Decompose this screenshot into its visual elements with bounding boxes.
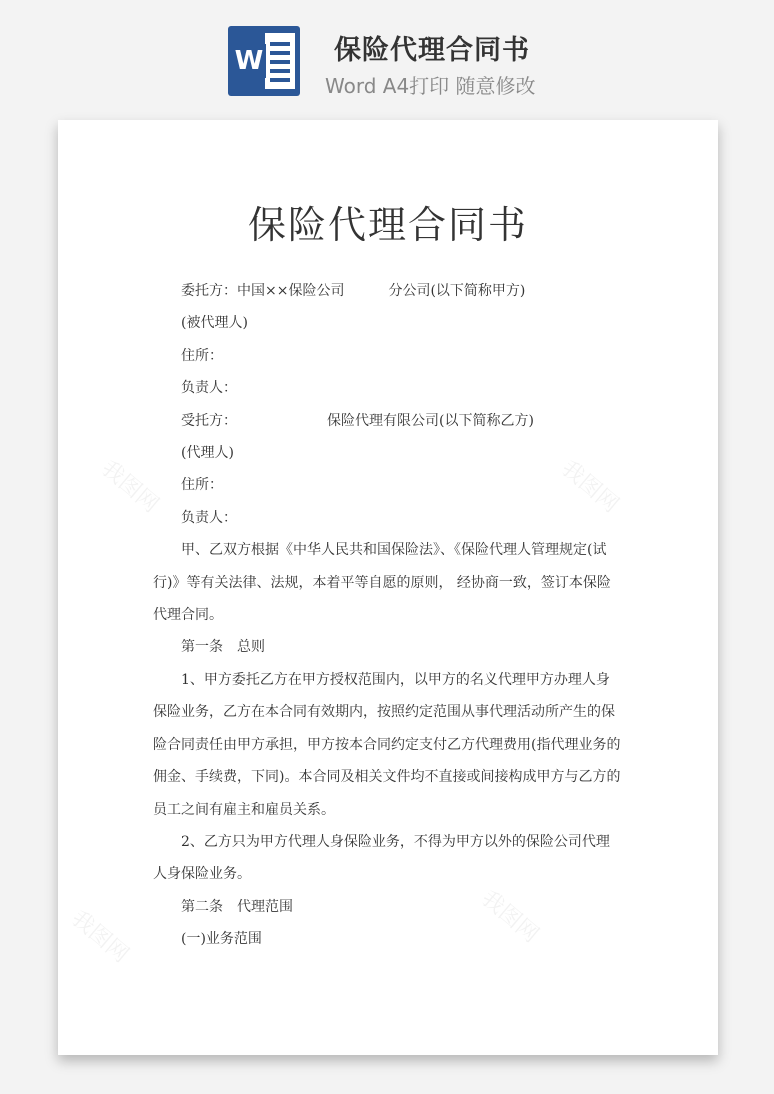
- watermark: 我图网: [66, 906, 134, 968]
- clause-1-2: 2、乙方只为甲方代理人身保险业务，不得为甲方以外的保险公司代理人身保险业务。: [153, 833, 610, 883]
- principal-suffix: 分公司(以下简称甲方): [388, 283, 526, 299]
- agent-label: 受托方：: [181, 412, 237, 429]
- clause-1-1: 1、甲方委托乙方在甲方授权范围内，以甲方的名义代理甲方办理人身保险业务，乙方在本合同有效期内，按照约定范围从事代理活动所产生的保险合同责任由甲方承担，甲方按本合同约定支付乙方代理费用(指代理业务的佣金、手续费，下同)。本合同及相关文件均不直接或间接构成甲方与乙方的员工之间有雇主和雇员关系。: [153, 671, 621, 818]
- watermark: 我图网: [556, 456, 624, 518]
- document-page: [58, 120, 718, 1055]
- agent-address: 住所：: [181, 477, 223, 494]
- word-icon: [228, 26, 300, 96]
- principal-label: 委托方：中国××保险公司: [181, 283, 345, 299]
- document-title: 保险代理合同书: [247, 203, 528, 247]
- preamble-paragraph: 甲、乙双方根据《中华人民共和国保险法》、《保险代理人管理规定(试行)》等有关法律、法规，本着平等自愿的原则， 经协商一致，签订本保险代理合同。: [153, 542, 611, 624]
- banner-title: 保险代理合同书: [334, 35, 530, 66]
- document-lines-icon: [265, 33, 295, 89]
- agent-line: [153, 405, 623, 437]
- principal-line: [153, 275, 623, 307]
- word-letter: W: [232, 44, 266, 78]
- principal-responsible: 负责人：: [181, 380, 237, 397]
- agent-role: (代理人): [181, 445, 234, 462]
- document-body: [153, 275, 623, 956]
- article-2-heading: 第二条 代理范围: [181, 898, 293, 915]
- article-1-heading: 第一条 总则: [181, 639, 265, 656]
- principal-role: (被代理人): [181, 315, 248, 332]
- scope-1-heading: (一)业务范围: [181, 931, 262, 948]
- watermark: 我图网: [96, 456, 164, 518]
- principal-address: 住所：: [181, 347, 223, 364]
- agent-suffix: 保险代理有限公司(以下简称乙方): [327, 412, 534, 429]
- watermark: 我图网: [476, 886, 544, 948]
- banner-header: [0, 0, 774, 110]
- banner-subtitle: Word A4打印 随意修改: [325, 74, 536, 98]
- agent-responsible: 负责人：: [181, 509, 237, 526]
